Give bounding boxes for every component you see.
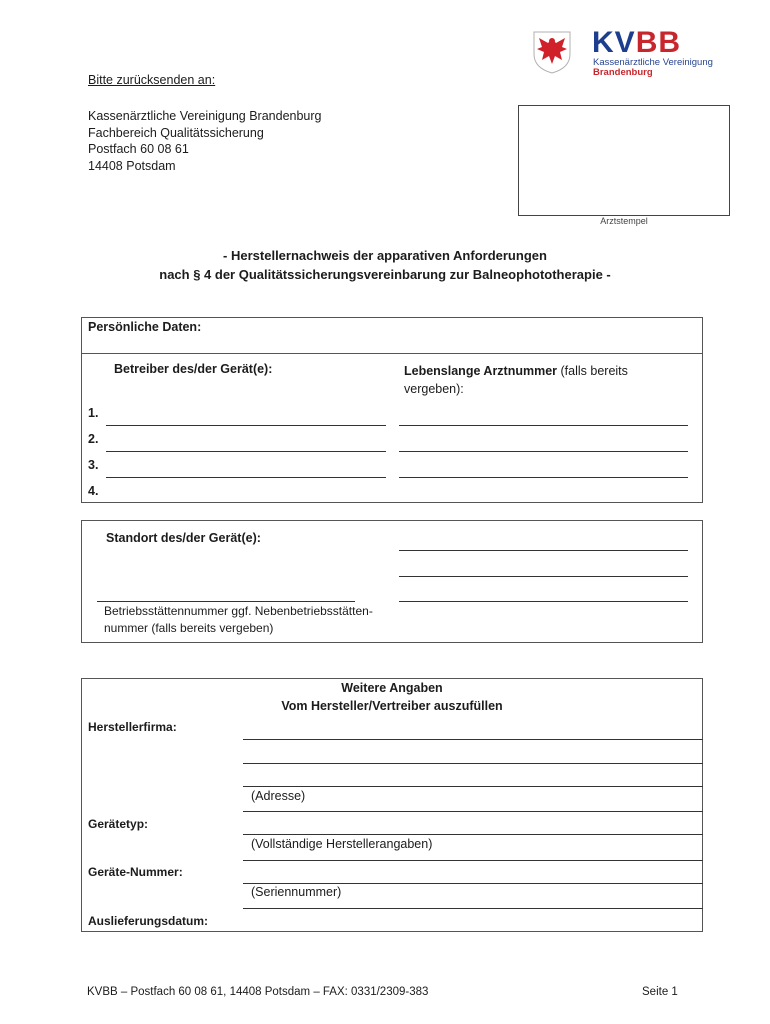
section-divider — [81, 353, 703, 354]
address-line: 14408 Potsdam — [88, 158, 176, 173]
manufacturer-input-3[interactable] — [243, 786, 703, 787]
document-title-line2: nach § 4 der Qualitätssicherungsvereinbarung zur Balneophototherapie - — [159, 267, 611, 282]
manufacturer-section — [81, 678, 703, 932]
address-line: Kassenärztliche Vereinigung Brandenburg — [88, 109, 322, 123]
page-number: Seite 1 — [642, 986, 678, 998]
location-input-1[interactable] — [399, 550, 688, 551]
row-number: 2. — [88, 432, 99, 446]
further-subheading: Vom Hersteller/Vertreiber auszufüllen — [281, 699, 503, 713]
device-number-label: Geräte-Nummer: — [88, 865, 183, 879]
device-type-divider — [243, 811, 703, 812]
device-type-label: Gerätetyp: — [88, 817, 149, 831]
operator-input-1[interactable] — [106, 425, 386, 426]
personal-data-heading: Persönliche Daten: — [88, 320, 202, 334]
kvbb-logo-subtitle: Kassenärztliche Vereinigung Brandenburg — [593, 57, 713, 78]
doctor-number-input-1[interactable] — [399, 425, 688, 426]
row-number: 1. — [88, 406, 99, 420]
device-number-input[interactable] — [243, 883, 703, 884]
location-input-2[interactable] — [399, 576, 688, 577]
doctor-number-label: Lebenslange Arztnummer (falls bereits vergeben): — [404, 364, 628, 396]
device-type-hint: (Vollständige Herstellerangaben) — [251, 837, 433, 851]
manufacturer-input-2[interactable] — [243, 763, 703, 764]
further-heading: Weitere Angaben — [341, 681, 443, 695]
device-number-hint: (Seriennummer) — [251, 885, 342, 899]
operator-input-3[interactable] — [106, 477, 386, 478]
device-type-input[interactable] — [243, 834, 703, 835]
location-heading: Standort des/der Gerät(e): — [106, 531, 261, 545]
doctor-stamp-field[interactable] — [518, 105, 730, 216]
facility-number-note: Betriebsstättennummer ggf. Nebenbetriebsstätten- nummer (falls bereits vergeben) — [104, 604, 373, 635]
operator-input-2[interactable] — [106, 451, 386, 452]
doctor-stamp-label: Arztstempel — [600, 216, 648, 226]
row-number: 4. — [88, 484, 99, 498]
return-label: Bitte zurücksenden an: — [88, 73, 216, 87]
footer-address: KVBB – Postfach 60 08 61, 14408 Potsdam – FAX: 0331/2309-383 — [87, 986, 429, 998]
brandenburg-eagle-icon — [532, 30, 572, 74]
row-number: 3. — [88, 458, 99, 472]
address-line: Postfach 60 08 61 — [88, 142, 189, 156]
address-hint: (Adresse) — [251, 789, 306, 803]
document-title-line1: - Herstellernachweis der apparativen Anforderungen — [223, 248, 547, 263]
return-address — [88, 108, 322, 174]
manufacturer-label: Herstellerfirma: — [88, 720, 177, 734]
doctor-number-input-3[interactable] — [399, 477, 688, 478]
personal-data-section — [81, 317, 703, 503]
address-line: Fachbereich Qualitätssicherung — [88, 125, 264, 140]
manufacturer-input-1[interactable] — [243, 739, 703, 740]
location-input-3[interactable] — [97, 601, 355, 602]
location-input-4[interactable] — [399, 601, 688, 602]
kvbb-logo: KVBB — [592, 26, 682, 59]
device-number-divider — [243, 860, 703, 861]
doctor-number-input-2[interactable] — [399, 451, 688, 452]
delivery-date-divider — [243, 908, 703, 909]
delivery-date-label: Auslieferungsdatum: — [88, 914, 209, 928]
operator-label: Betreiber des/der Gerät(e): — [114, 362, 273, 376]
